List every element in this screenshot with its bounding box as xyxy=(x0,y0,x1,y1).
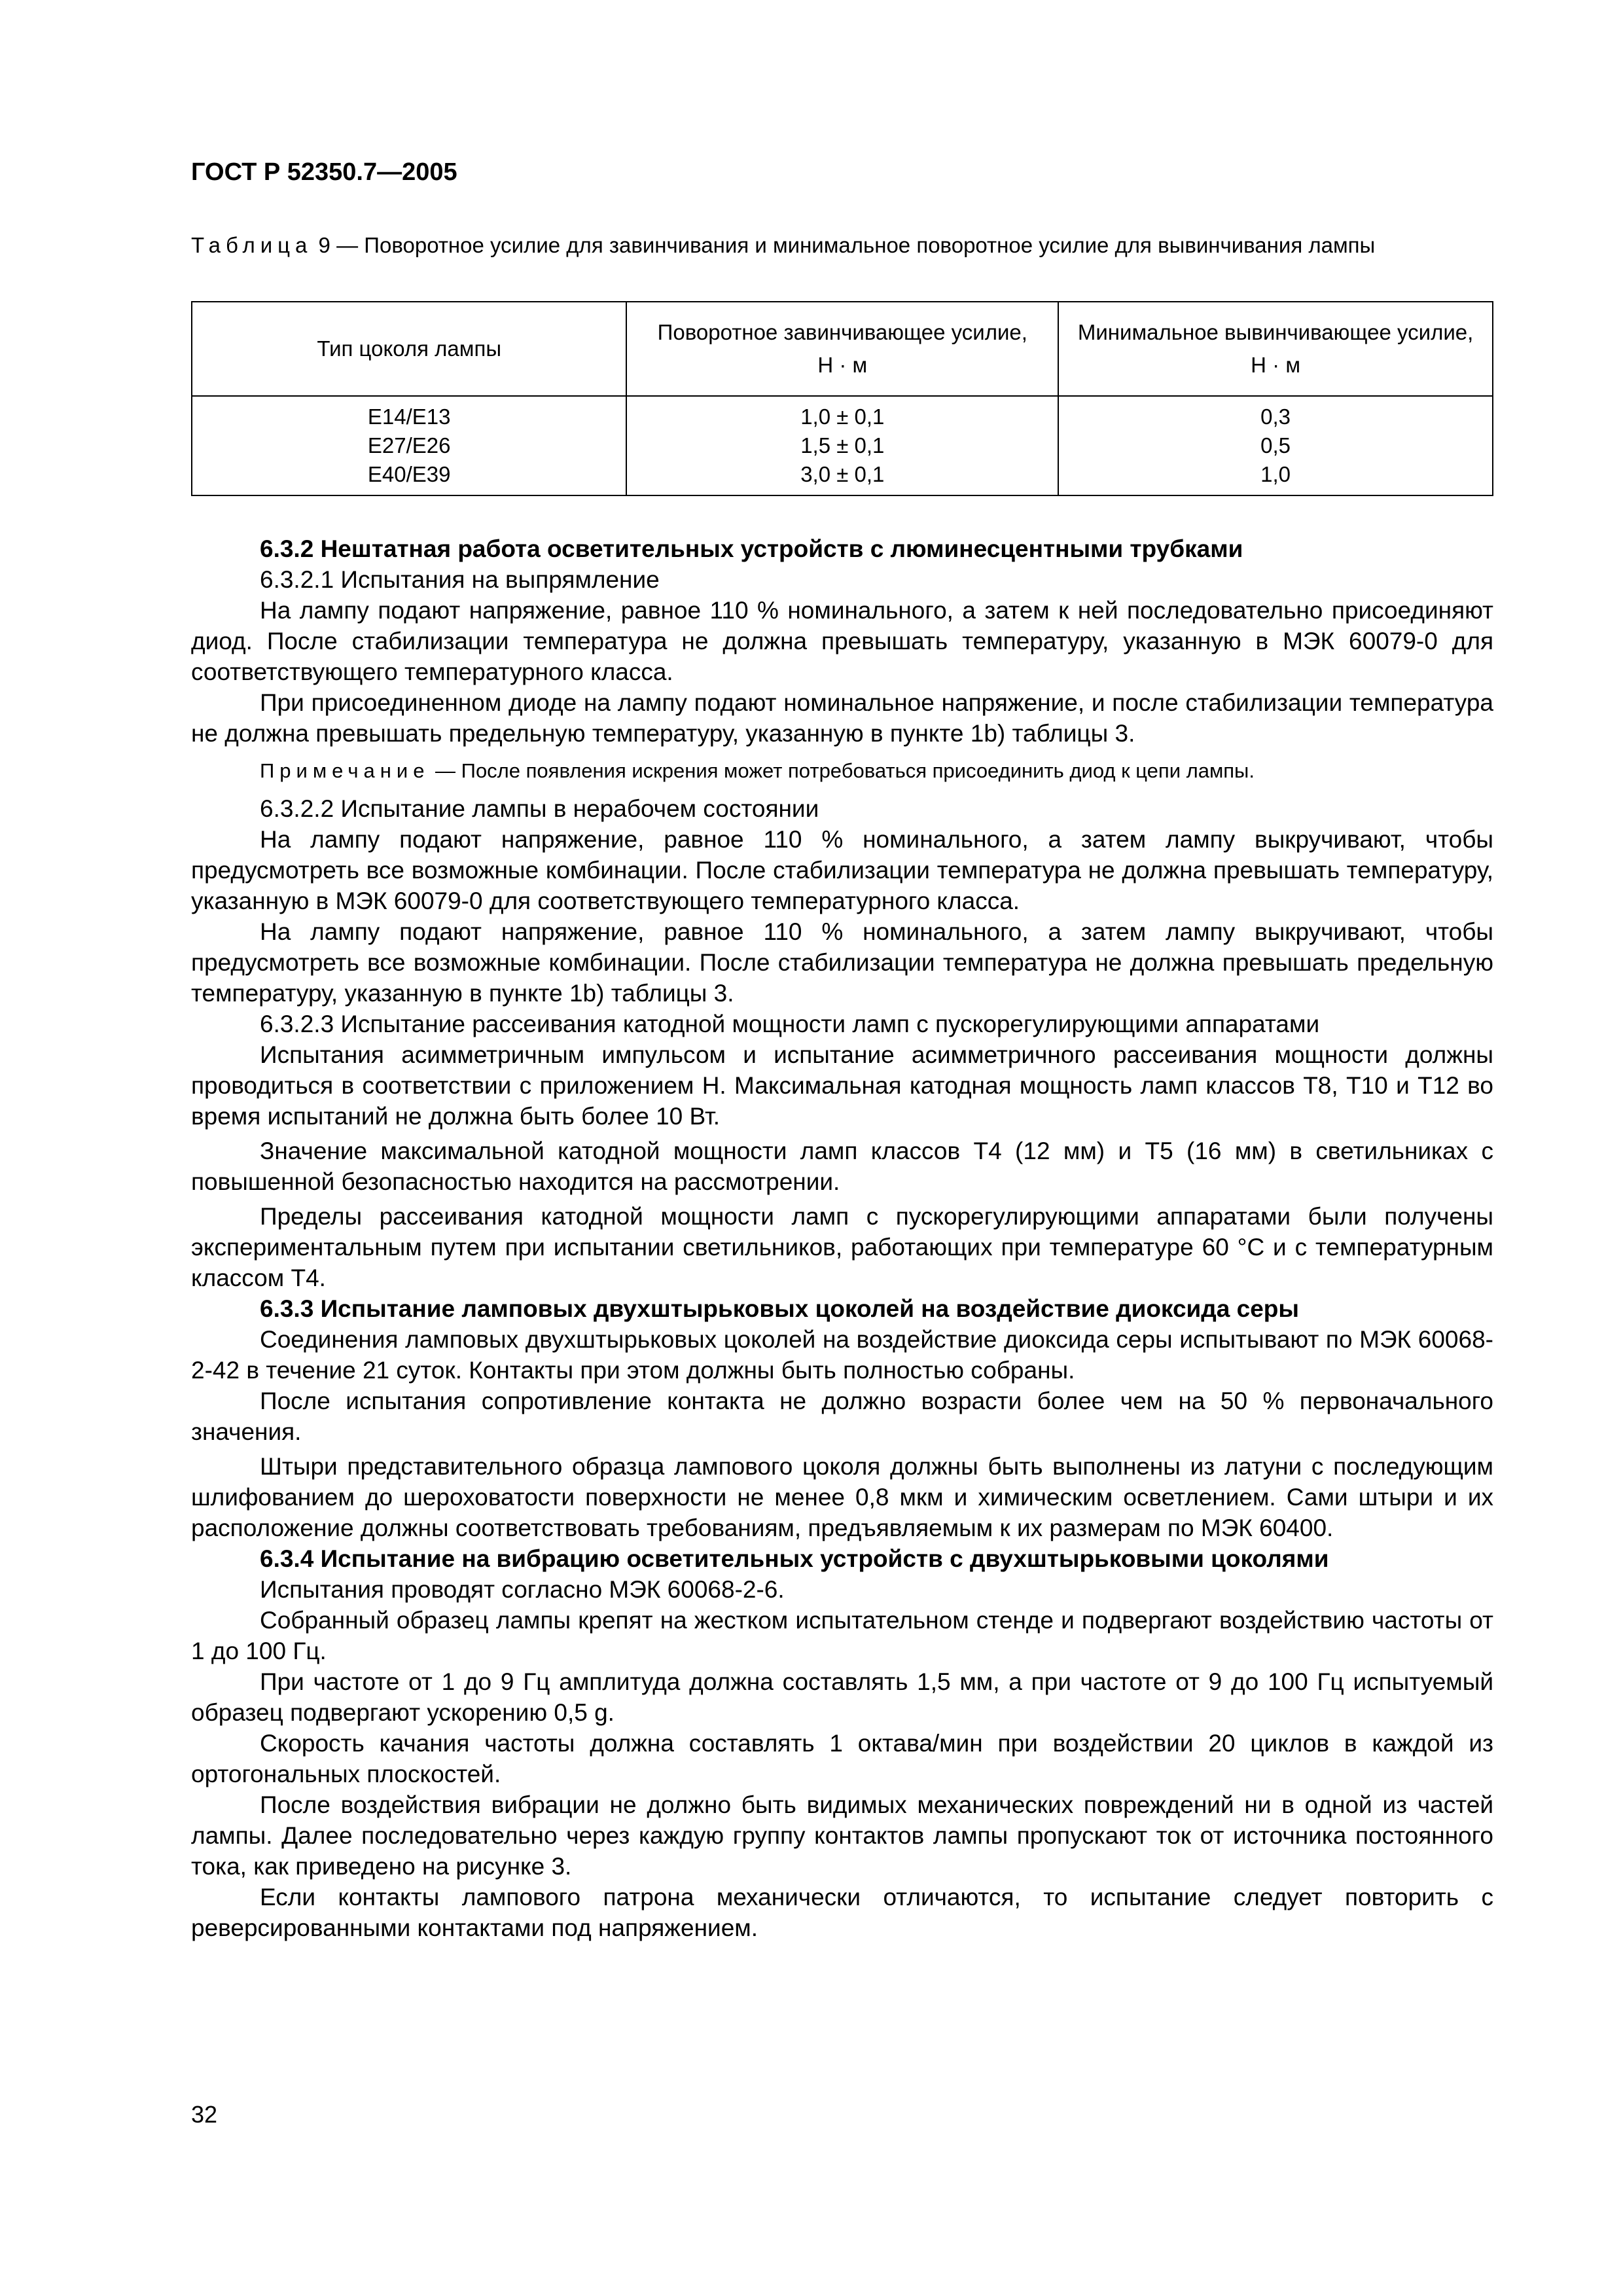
table-caption-text: 9 — Поворотное усилие для завинчивания и минимальное поворотное усилие для вывинчивания лампы xyxy=(312,233,1376,257)
note-label: Примечание xyxy=(260,759,430,782)
paragraph: Испытания проводят согласно МЭК 60068-2-6. xyxy=(260,1576,785,1603)
screwing-force-value: 1,5 ± 0,1 xyxy=(800,433,885,457)
paragraph: Штыри представительного образца лампового цоколя должны быть выполнены из латуни с последующим шлифованием до шероховатости поверхности не менее 0,8 мкм и химическим осветлением. Сами штыри и их расположение должны соответствовать требованиям, предъявляемым к их размерам по МЭК 60400. xyxy=(191,1453,1493,1541)
document-header: ГОСТ Р 52350.7—2005 xyxy=(191,158,457,186)
section-heading: 6.3.4 Испытание на вибрацию осветительных устройств с двухштырьковыми цоколями xyxy=(260,1545,1329,1572)
subsection-heading: 6.3.2.2 Испытание лампы в нерабочем состоянии xyxy=(260,795,819,822)
paragraph: Соединения ламповых двухштырьковых цоколей на воздействие диоксида серы испытывают по МЭК 60068-2-42 в течение 21 суток. Контакты при этом должны быть полностью собраны. xyxy=(191,1326,1493,1384)
paragraph: Если контакты лампового патрона механически отличаются, то испытание следует повторить с реверсированными контактами под напряжением. xyxy=(191,1884,1493,1941)
screwing-force-value: 1,0 ± 0,1 xyxy=(800,404,885,429)
unscrewing-force-value: 0,5 xyxy=(1260,433,1291,457)
paragraph: На лампу подают напряжение, равное 110 % номинального, а затем лампу выкручивают, чтобы предусмотреть все возможные комбинации. После стабилизации температура не должна превышать температуру, указанную в МЭК 60079-0 для соответствующего температурного класса. xyxy=(191,826,1493,914)
table-caption-label: Таблица xyxy=(191,233,313,257)
cap-type-value: E40/E39 xyxy=(367,462,451,486)
note-text: — После появления искрения может потребоваться присоединить диод к цепи лампы. xyxy=(429,759,1255,782)
paragraph: После испытания сопротивление контакта не должно возрасти более чем на 50 % первоначального значения. xyxy=(191,1388,1493,1445)
table-caption xyxy=(191,230,1493,260)
section-heading: 6.3.2 Нештатная работа осветительных устройств с люминесцентными трубками xyxy=(260,535,1243,562)
table-rotational-force xyxy=(191,301,1493,496)
section-heading: 6.3.3 Испытание ламповых двухштырьковых цоколей на воздействие диоксида серы xyxy=(260,1295,1299,1322)
paragraph: Скорость качания частоты должна составлять 1 октава/мин при воздействии 20 циклов в каждой из ортогональных плоскостей. xyxy=(191,1730,1493,1787)
table-header-row xyxy=(192,302,1493,396)
cap-type-cell xyxy=(192,396,626,495)
paragraph: Пределы рассеивания катодной мощности ламп с пускорегулирующими аппаратами были получены экспериментальным путем при испытании светильников, работающих при температуре 60 °С и с температурным классом Т4. xyxy=(191,1203,1493,1291)
column-header-cap-type: Тип цоколя лампы xyxy=(192,302,626,396)
screwing-force-value: 3,0 ± 0,1 xyxy=(800,462,885,486)
subsection-heading: 6.3.2.3 Испытание рассеивания катодной мощности ламп с пускорегулирующими аппаратами xyxy=(260,1011,1320,1037)
paragraph: Значение максимальной катодной мощности ламп классов Т4 (12 мм) и Т5 (16 мм) в светильниках с повышенной безопасностью находится на рассмотрении. xyxy=(191,1138,1493,1195)
paragraph: Испытания асимметричным импульсом и испытание асимметричного рассеивания мощности должны проводиться в соответствии с приложением Н. Максимальная катодная мощность ламп классов Т8, Т10 и Т12 во время испытаний не должна быть более 10 Вт. xyxy=(191,1041,1493,1130)
subsection-heading: 6.3.2.1 Испытания на выпрямление xyxy=(260,566,660,593)
paragraph: После воздействия вибрации не должно быть видимых механических повреждений ни в одной из частей лампы. Далее последовательно через каждую группу контактов лампы пропускают ток от источника постоянного тока, как приведено на рисунке 3. xyxy=(191,1791,1493,1880)
column-header-screwing-force: Поворотное завинчивающее усилие, Н · м xyxy=(626,302,1058,396)
cap-type-value: E14/E13 xyxy=(367,404,451,429)
paragraph: Собранный образец лампы крепят на жестком испытательном стенде и подвергают воздействию частоты от 1 до 100 Гц. xyxy=(191,1607,1493,1664)
paragraph: При присоединенном диоде на лампу подают номинальное напряжение, и после стабилизации температура не должна превышать предельную температуру, указанную в пункте 1b) таблицы 3. xyxy=(191,689,1493,747)
paragraph: На лампу подают напряжение, равное 110 % номинального, а затем лампу выкручивают, чтобы предусмотреть все возможные комбинации. После стабилизации температура не должна превышать предельную температуру, указанную в пункте 1b) таблицы 3. xyxy=(191,918,1493,1007)
note xyxy=(191,757,1493,785)
paragraph: При частоте от 1 до 9 Гц амплитуда должна составлять 1,5 мм, а при частоте от 9 до 100 Гц испытуемый образец подвергают ускорению 0,5 g. xyxy=(191,1668,1493,1726)
unscrewing-force-cell xyxy=(1058,396,1493,495)
paragraph: На лампу подают напряжение, равное 110 % номинального, а затем к ней последовательно присоединяют диод. После стабилизации температура не должна превышать температуру, указанную в МЭК 60079-0 для соответствующего температурного класса. xyxy=(191,597,1493,685)
column-header-unscrewing-force: Минимальное вывинчивающее усилие, Н · м xyxy=(1058,302,1493,396)
table-row xyxy=(192,396,1493,495)
unscrewing-force-value: 0,3 xyxy=(1260,404,1291,429)
page-number: 32 xyxy=(191,2101,218,2128)
unscrewing-force-value: 1,0 xyxy=(1260,462,1291,486)
cap-type-value: E27/E26 xyxy=(367,433,451,457)
document-body xyxy=(191,533,1493,1943)
screwing-force-cell xyxy=(626,396,1058,495)
